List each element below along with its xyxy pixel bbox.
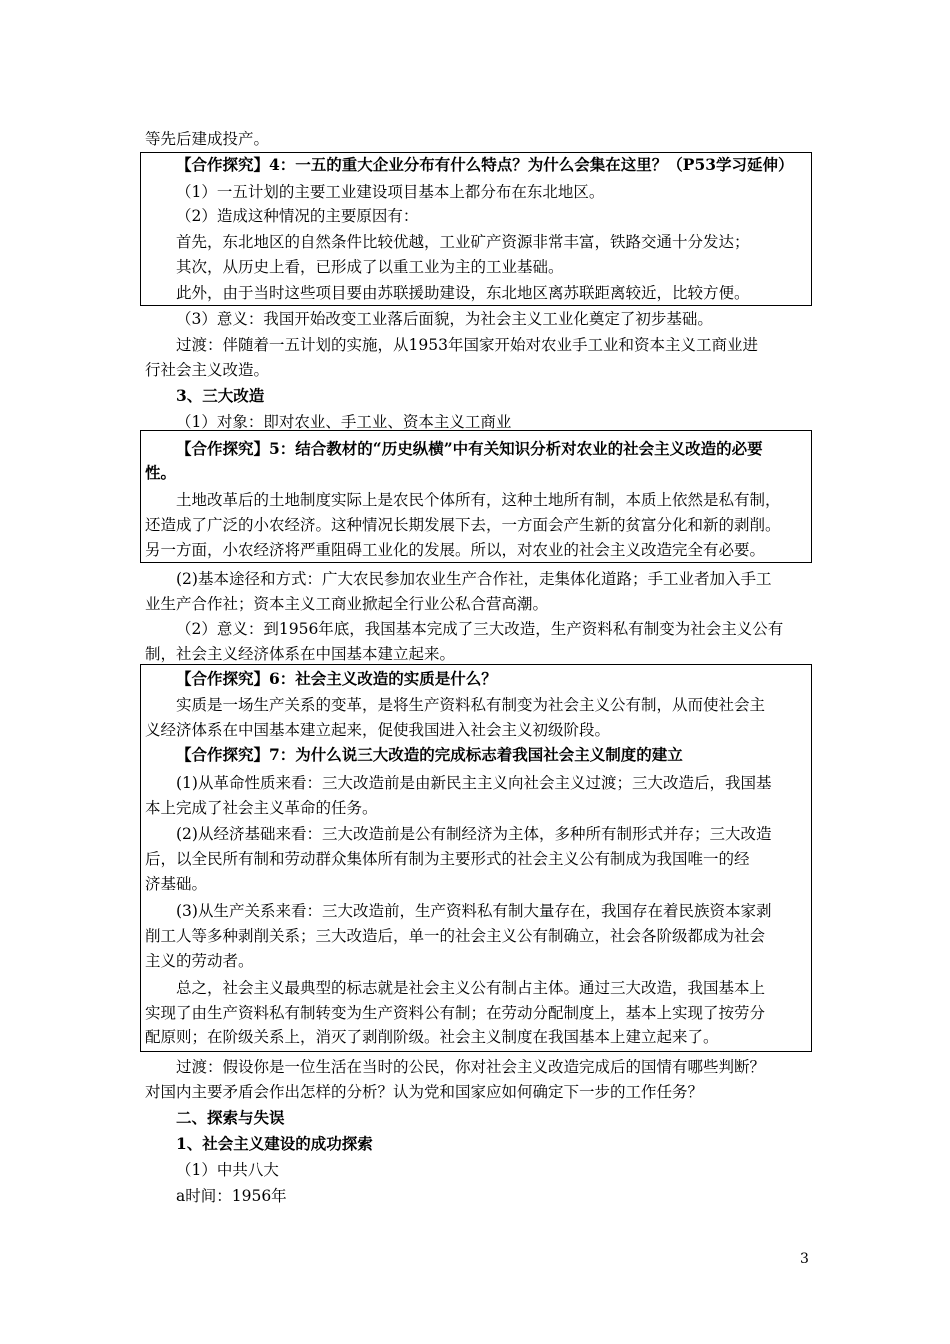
text-line: 本上完成了社会主义革命的任务。 xyxy=(145,799,378,817)
text-line: 配原则；在阶级关系上，消灭了剥削阶级。社会主义制度在我国基本上建立起来了。 xyxy=(145,1028,719,1046)
text-line: （3）意义：我国开始改变工业落后面貌，为社会主义工业化奠定了初步基础。 xyxy=(176,310,713,328)
text-line: （2）造成这种情况的主要原因有： xyxy=(176,207,419,225)
text-line: （1）对象：即对农业、手工业、资本主义工商业 xyxy=(176,413,512,431)
text-line: 主义的劳动者。 xyxy=(145,952,254,970)
text-line: （2）意义：到1956年底，我国基本完成了三大改造，生产资料私有制变为社会主义公有 xyxy=(176,620,784,638)
text-line: 实质是一场生产关系的变革，是将生产资料私有制变为社会主义公有制，从而使社会主 xyxy=(176,696,766,714)
text-line: （1）中共八大 xyxy=(176,1161,279,1179)
inquiry-heading: 【合作探究】7：为什么说三大改造的完成标志着我国社会主义制度的建立 xyxy=(176,745,683,764)
text-line: 还造成了广泛的小农经济。这种情况长期发展下去，一方面会产生新的贫富分化和新的剥削。 xyxy=(145,516,781,534)
text-line: 后，以全民所有制和劳动群众集体所有制为主要形式的社会主义公有制成为我国唯一的经 xyxy=(145,850,750,868)
text-line: 等先后建成投产。 xyxy=(145,130,270,148)
inquiry-heading: 性。 xyxy=(145,463,177,482)
text-line: 业生产合作社；资本主义工商业掀起全行业公私合营高潮。 xyxy=(145,595,549,613)
text-line: 此外，由于当时这些项目要由苏联援助建设，东北地区离苏联距离较近，比较方便。 xyxy=(176,284,750,302)
text-line: 制，社会主义经济体系在中国基本建立起来。 xyxy=(145,645,456,663)
text-line: (2)从经济基础来看：三大改造前是公有制经济为主体，多种所有制形式并存；三大改造 xyxy=(176,825,772,843)
text-line: 义经济体系在中国基本建立起来，促使我国进入社会主义初级阶段。 xyxy=(145,721,611,739)
text-line: (2)基本途径和方式：广大农民参加农业生产合作社，走集体化道路；手工业者加入手工 xyxy=(176,570,772,588)
inquiry-heading: 【合作探究】6：社会主义改造的实质是什么？ xyxy=(176,669,497,688)
inquiry-heading: 【合作探究】4：一五的重大企业分布有什么特点？为什么会集在这里？（P53学习延伸） xyxy=(176,155,794,174)
text-line: 过渡：伴随着一五计划的实施，从1953年国家开始对农业手工业和资本主义工商业进 xyxy=(176,336,758,354)
text-line: 济基础。 xyxy=(145,875,208,893)
text-line: (1)从革命性质来看：三大改造前是由新民主主义向社会主义过渡；三大改造后，我国基 xyxy=(176,774,772,792)
page-number: 3 xyxy=(800,1251,809,1267)
inquiry-heading: 【合作探究】5：结合教材的“历史纵横”中有关知识分析对农业的社会主义改造的必要 xyxy=(176,439,763,458)
text-line: 其次，从历史上看，已形成了以重工业为主的工业基础。 xyxy=(176,258,564,276)
section-heading: 二、探索与失误 xyxy=(176,1108,285,1127)
text-line: 对国内主要矛盾会作出怎样的分析？认为党和国家应如何确定下一步的工作任务？ xyxy=(145,1083,704,1101)
text-line: 实现了由生产资料私有制转变为生产资料公有制；在劳动分配制度上，基本上实现了按劳分 xyxy=(145,1004,766,1022)
text-line: a时间：1956年 xyxy=(176,1187,287,1205)
text-line: 另一方面，小农经济将严重阻碍工业化的发展。所以，对农业的社会主义改造完全有必要。 xyxy=(145,541,766,559)
text-line: 削工人等多种剥削关系；三大改造后，单一的社会主义公有制确立，社会各阶级都成为社会 xyxy=(145,927,766,945)
text-line: 过渡：假设你是一位生活在当时的公民，你对社会主义改造完成后的国情有哪些判断？ xyxy=(176,1058,766,1076)
text-line: 土地改革后的土地制度实际上是农民个体所有，这种土地所有制，本质上依然是私有制， xyxy=(176,491,781,509)
text-line: （1）一五计划的主要工业建设项目基本上都分布在东北地区。 xyxy=(176,183,605,201)
text-line: (3)从生产关系来看：三大改造前，生产资料私有制大量存在，我国存在着民族资本家剥 xyxy=(176,902,772,920)
text-line: 行社会主义改造。 xyxy=(145,361,270,379)
text-line: 首先，东北地区的自然条件比较优越，工业矿产资源非常丰富，铁路交通十分发达； xyxy=(176,233,750,251)
section-heading: 1、社会主义建设的成功探索 xyxy=(176,1134,373,1153)
text-line: 总之，社会主义最典型的标志就是社会主义公有制占主体。通过三大改造，我国基本上 xyxy=(176,979,766,997)
section-heading: 3、三大改造 xyxy=(176,386,265,405)
